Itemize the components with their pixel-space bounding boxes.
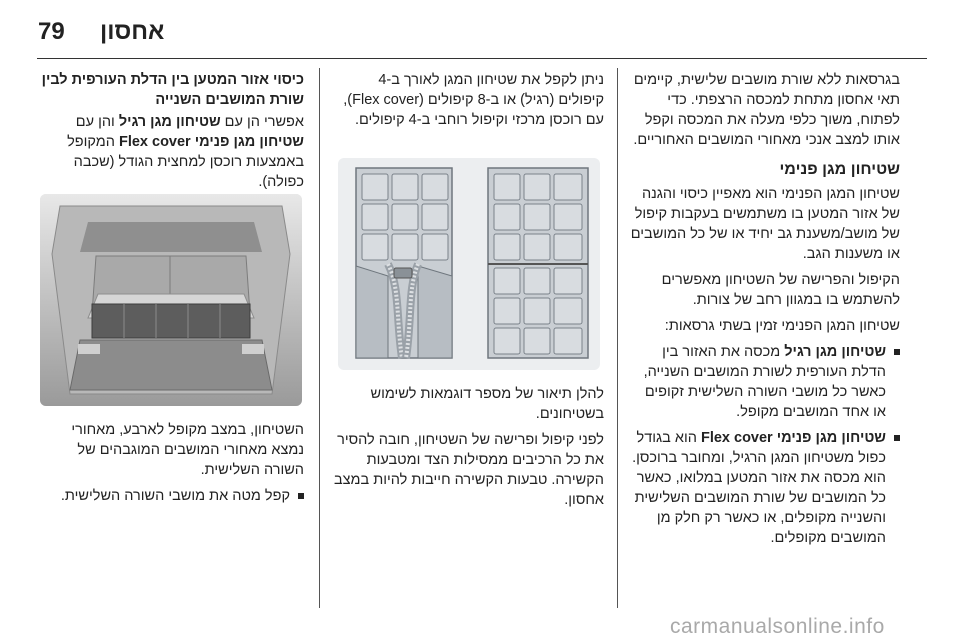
middle-column-lower: [332, 384, 604, 516]
paragraph: שטיחון המגן הפנימי זמין בשתי גרסאות:: [664, 318, 900, 334]
folded-cover-diagram: [338, 158, 600, 370]
page-number: 79: [38, 18, 65, 45]
bullet-text: קפל מטה את מושבי השורה השלישית.: [60, 488, 290, 504]
bullet-bold: שטיחון מגן רגיל: [784, 344, 886, 360]
bullet-marker: [894, 349, 900, 355]
bullet-marker: [894, 435, 900, 441]
left-column: [36, 70, 304, 198]
trunk-illustration: [40, 194, 302, 406]
middle-column: [332, 70, 604, 136]
bullet-item: [36, 486, 304, 506]
right-cover-panel: [488, 168, 588, 358]
section-heading-cargo-cover: כיסוי אזור המטען בין הדלת העורפית לבין שורת המושבים השנייה: [41, 72, 304, 108]
bullet-marker: [298, 493, 304, 499]
floor-cover-illustration: [338, 158, 600, 370]
header-rule: [37, 58, 927, 59]
bold-span: שטיחון מגן פנימי Flex cover: [118, 134, 304, 150]
image-caption: להלן תיאור של מספר דוגמאות לשימוש בשטיחונים.: [370, 386, 604, 422]
watermark: carmanualsonline.info: [670, 615, 885, 638]
trunk-photo: [40, 194, 302, 406]
column-divider: [617, 68, 618, 608]
right-column: [628, 70, 900, 554]
bullet-text: מכסה את האזור בין הדלת העורפית לשורת המושבים השנייה, כאשר כל מושבי השורה השלישית זקופים או אחד המושבים מקופל.: [643, 344, 886, 420]
paragraph: שטיחון המגן הפנימי הוא מאפיין כיסוי והגנה של אזור המטען בו משתמשים בעקבות קיפול של מושב/משענת גב יחיד או של כל המושבים או משענות הגב.: [630, 186, 900, 262]
intro-paragraph: בגרסאות ללא שורת מושבים שלישית, קיימים תאי אחסון מתחת למכסה הרצפתי. כדי לפתוח, משוך כלפי מעלה את המכסה וקפל אותו למצב אנכי מאחורי המושבים האחוריים.: [633, 72, 900, 148]
page-header: [0, 0, 960, 62]
chapter-title: אחסון: [100, 18, 165, 45]
bullet-item: [628, 428, 900, 548]
paragraph: ניתן לקפל את שטיחון המגן לאורך ב-4 קיפולים (רגיל) או ב-8 קיפולים (Flex cover), עם רוכסן מרכזי וקיפול רוחבי ב-4 קיפולים.: [343, 72, 604, 128]
column-divider: [319, 68, 320, 608]
bold-span: שטיחון מגן רגיל: [118, 114, 221, 130]
text-span: המקופל באמצעות רוכסן למחצית הגודל (שכבה כפולה).: [67, 134, 304, 190]
section-heading-floor-cover: שטיחון מגן פנימי: [779, 161, 900, 178]
image-caption: השטיחון, במצב מקופל לארבע, מאחורי נמצא מאחורי המושבים המוגבהים של השורה השלישית.: [71, 422, 304, 478]
bullet-item: [628, 342, 900, 422]
paragraph: לפני קיפול ופרישה של השטיחון, חובה להסיר את כל הרכיבים ממסילות הצד ומטבעות הקשירה. טבעות הקשירה חייבות להיות במצב אחסון.: [333, 432, 604, 508]
paragraph: [36, 112, 304, 192]
text-span: אפשרי הן עם: [220, 114, 304, 130]
paragraph: הקיפול והפרישה של השטיחון מאפשרים להשתמש בו במגוון רחב של צורות.: [661, 272, 900, 308]
bullet-text: הוא בגודל כפול משטיחון המגן הרגיל, ומחובר ברוכסן. הוא מכסה את אזור המטען במלואו, כאשר כל המושבים של שורת המושבים השלישית והשנייה מקופלים, או כאשר רק חלק מן המושבים מקופלים.: [632, 430, 886, 546]
left-cover-panel: [356, 168, 452, 358]
left-column-lower: [36, 420, 304, 512]
text-span: והן עם: [75, 114, 119, 130]
bullet-bold: שטיחון מגן פנימי Flex cover: [700, 430, 886, 446]
